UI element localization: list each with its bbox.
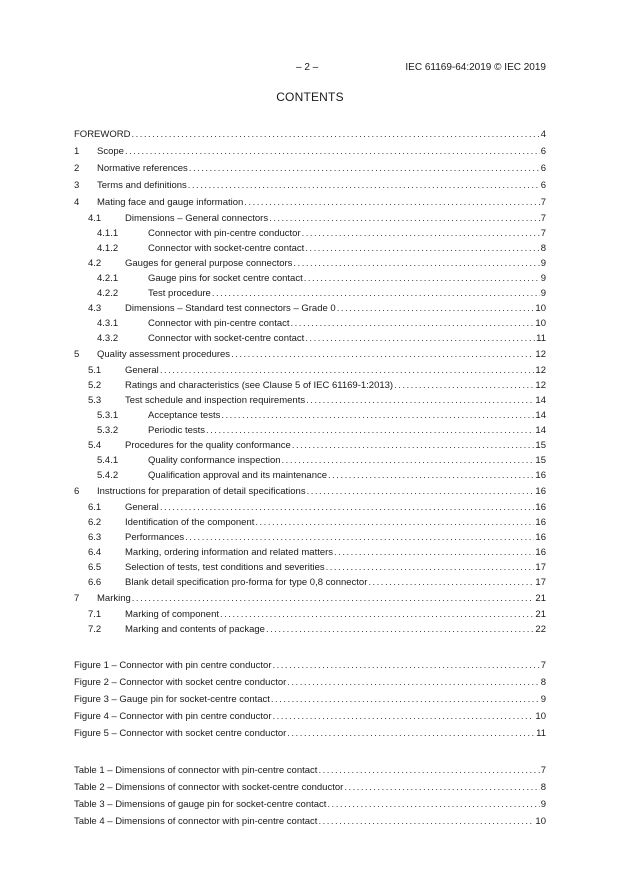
- entry-title: Dimensions – Standard test connectors – Grade 0: [125, 303, 336, 314]
- page-ref: 21: [535, 609, 546, 620]
- section-number: 7.2: [88, 624, 102, 635]
- page-ref: 14: [535, 425, 546, 436]
- dot-leader: [244, 194, 539, 211]
- dot-leader: [231, 346, 534, 363]
- toc-entry[interactable]: [74, 545, 546, 560]
- section-number: 1: [74, 146, 80, 157]
- toc-entry[interactable]: [74, 607, 546, 622]
- page-ref: 14: [535, 395, 546, 406]
- entry-title: Ratings and characteristics (see Clause 5 of IEC 61169-1:2013): [125, 380, 394, 391]
- entry-title: Table 4 – Dimensions of connector with pin-centre contact: [74, 816, 318, 827]
- dot-leader: [305, 331, 535, 346]
- entry-title: Test schedule and inspection requirements: [125, 395, 306, 406]
- toc-entry[interactable]: [74, 226, 546, 241]
- entry-title: Test procedure: [148, 288, 211, 299]
- entry-title: Figure 1 – Connector with pin centre conductor: [74, 660, 272, 671]
- toc-entry[interactable]: [74, 796, 546, 813]
- entry-title: Figure 2 – Connector with socket centre conductor: [74, 677, 287, 688]
- page-ref: 17: [535, 577, 546, 588]
- entry-title: Qualification approval and its maintenance: [148, 470, 328, 481]
- entry-title: Mating face and gauge information: [97, 197, 244, 208]
- toc-entry[interactable]: [74, 378, 546, 393]
- section-number: 6.5: [88, 562, 102, 573]
- dot-leader: [188, 177, 540, 194]
- standard-reference: IEC 61169-64:2019 © IEC 2019: [405, 62, 546, 73]
- toc-entry[interactable]: [74, 657, 546, 674]
- toc-entry[interactable]: [74, 211, 546, 226]
- page-ref: 16: [535, 517, 546, 528]
- entry-title: Connector with socket-centre contact: [148, 333, 305, 344]
- toc-entry[interactable]: [74, 530, 546, 545]
- section-number: 6: [74, 486, 80, 497]
- page-ref: 7: [540, 197, 546, 208]
- dot-leader: [304, 271, 540, 286]
- toc-entry[interactable]: [74, 331, 546, 346]
- entry-title: Table 1 – Dimensions of connector with pin-centre contact: [74, 765, 318, 776]
- entry-title: FOREWORD: [74, 129, 131, 140]
- entry-title: Marking of component: [125, 609, 219, 620]
- toc-entry[interactable]: [74, 143, 546, 160]
- entry-title: Selection of tests, test conditions and severities: [125, 562, 325, 573]
- entry-title: Acceptance tests: [148, 410, 221, 421]
- entry-title: Scope: [97, 146, 124, 157]
- toc-entry[interactable]: [74, 363, 546, 378]
- dot-leader: [125, 143, 540, 160]
- dot-leader: [306, 393, 534, 408]
- page-ref: 6: [540, 163, 546, 174]
- page-ref: 16: [535, 532, 546, 543]
- toc-entry[interactable]: [74, 453, 546, 468]
- entry-title: Figure 4 – Connector with pin centre conductor: [74, 711, 272, 722]
- dot-leader: [326, 560, 535, 575]
- page-ref: 10: [535, 711, 546, 722]
- toc-entry[interactable]: [74, 500, 546, 515]
- section-number: 4.3.1: [97, 318, 119, 329]
- section-number: 6.4: [88, 547, 102, 558]
- toc-entry[interactable]: [74, 691, 546, 708]
- dot-leader: [189, 160, 540, 177]
- page-title: CONTENTS: [276, 90, 344, 104]
- entry-title: Connector with pin-centre contact: [148, 318, 290, 329]
- toc-entry[interactable]: [74, 813, 546, 830]
- page-ref: 15: [535, 455, 546, 466]
- page-ref: 21: [535, 593, 546, 604]
- entry-title: Gauge pins for socket centre contact: [148, 273, 303, 284]
- section-number: 5.3: [88, 395, 102, 406]
- toc-entry[interactable]: [74, 708, 546, 725]
- section-number: 4.3.2: [97, 333, 119, 344]
- page-ref: 10: [535, 318, 546, 329]
- dot-leader: [132, 590, 535, 607]
- page-ref: 9: [540, 273, 546, 284]
- page-ref: 9: [540, 288, 546, 299]
- dot-leader: [305, 241, 539, 256]
- toc-entry[interactable]: [74, 160, 546, 177]
- entry-title: Dimensions – General connectors: [125, 213, 269, 224]
- dot-leader: [269, 211, 540, 226]
- dot-leader: [160, 363, 535, 378]
- section-number: 5.3.2: [97, 425, 119, 436]
- section-number: 7: [74, 593, 80, 604]
- page-ref: 16: [535, 502, 546, 513]
- dot-leader: [337, 301, 535, 316]
- toc-entry[interactable]: [74, 301, 546, 316]
- entry-title: Identification of the component: [125, 517, 255, 528]
- dot-leader: [293, 256, 539, 271]
- toc-entry[interactable]: [74, 622, 546, 637]
- toc-entry[interactable]: [74, 408, 546, 423]
- dot-leader: [185, 530, 534, 545]
- page-ref: 6: [540, 180, 546, 191]
- toc-entry[interactable]: [74, 346, 546, 363]
- page-ref: 8: [540, 782, 546, 793]
- page-ref: 16: [535, 486, 546, 497]
- dot-leader: [291, 316, 535, 331]
- page-ref: 12: [535, 380, 546, 391]
- page-ref: 11: [536, 333, 546, 344]
- dot-leader: [287, 725, 535, 742]
- entry-title: Procedures for the quality conformance: [125, 440, 291, 451]
- entry-title: Figure 3 – Gauge pin for socket-centre contact: [74, 694, 270, 705]
- toc-entry[interactable]: [74, 515, 546, 530]
- dot-leader: [212, 286, 540, 301]
- section-number: 4.1: [88, 213, 102, 224]
- entry-title: Quality conformance inspection: [148, 455, 281, 466]
- page-ref: 7: [540, 660, 546, 671]
- entry-title: Instructions for preparation of detail specifications: [97, 486, 306, 497]
- dot-leader: [307, 483, 535, 500]
- entry-title: Connector with pin-centre conductor: [148, 228, 301, 239]
- toc-entry[interactable]: [74, 286, 546, 301]
- entry-title: Table 3 – Dimensions of gauge pin for socket-centre contact: [74, 799, 327, 810]
- toc-entry[interactable]: [74, 423, 546, 438]
- toc-entry[interactable]: [74, 483, 546, 500]
- page-ref: 8: [540, 243, 546, 254]
- section-number: 4.3: [88, 303, 102, 314]
- list-of-figures: [74, 657, 546, 742]
- section-number: 5.4: [88, 440, 102, 451]
- toc-entry[interactable]: [74, 177, 546, 194]
- page-ref: 7: [540, 765, 546, 776]
- toc-entry[interactable]: [74, 590, 546, 607]
- dot-leader: [273, 657, 540, 674]
- entry-title: Marking, ordering information and related matters: [125, 547, 334, 558]
- section-number: 2: [74, 163, 80, 174]
- toc-entry[interactable]: [74, 316, 546, 331]
- dot-leader: [287, 674, 539, 691]
- entry-title: Marking and contents of package: [125, 624, 265, 635]
- section-number: 5.4.2: [97, 470, 119, 481]
- page-ref: 7: [540, 228, 546, 239]
- entry-title: General: [125, 365, 159, 376]
- entry-title: Marking: [97, 593, 131, 604]
- page-number: – 2 –: [296, 62, 319, 73]
- entry-title: Figure 5 – Connector with socket centre conductor: [74, 728, 287, 739]
- entry-title: Gauges for general purpose connectors: [125, 258, 293, 269]
- entry-title: Connector with socket-centre contact: [148, 243, 305, 254]
- section-number: 4.2: [88, 258, 102, 269]
- entry-title: Quality assessment procedures: [97, 349, 231, 360]
- entry-title: Terms and definitions: [97, 180, 187, 191]
- page-ref: 17: [535, 562, 546, 573]
- section-number: 4.1.2: [97, 243, 119, 254]
- dot-leader: [273, 708, 535, 725]
- page-ref: 16: [535, 470, 546, 481]
- page-ref: 8: [540, 677, 546, 688]
- dot-leader: [282, 453, 535, 468]
- page-ref: 14: [535, 410, 546, 421]
- dot-leader: [220, 607, 534, 622]
- section-number: 6.1: [88, 502, 102, 513]
- toc-entry[interactable]: [74, 575, 546, 590]
- toc-entry[interactable]: [74, 779, 546, 796]
- dot-leader: [318, 762, 539, 779]
- page-ref: 16: [535, 547, 546, 558]
- dot-leader: [221, 408, 534, 423]
- page-ref: 9: [540, 258, 546, 269]
- toc-entry[interactable]: [74, 762, 546, 779]
- toc-entry[interactable]: [74, 674, 546, 691]
- page-ref: 12: [535, 365, 546, 376]
- dot-leader: [302, 226, 540, 241]
- dot-leader: [327, 796, 539, 813]
- table-of-contents: [74, 126, 546, 637]
- section-number: 5: [74, 349, 80, 360]
- list-of-tables: [74, 762, 546, 830]
- toc-entry[interactable]: [74, 194, 546, 211]
- entry-title: Periodic tests: [148, 425, 206, 436]
- dot-leader: [344, 779, 539, 796]
- toc-entry[interactable]: [74, 241, 546, 256]
- dot-leader: [131, 126, 539, 143]
- section-number: 5.2: [88, 380, 102, 391]
- toc-entry[interactable]: [74, 560, 546, 575]
- entry-title: Blank detail specification pro-forma for type 0,8 connector: [125, 577, 368, 588]
- section-number: 4.2.2: [97, 288, 119, 299]
- entry-title: Performances: [125, 532, 185, 543]
- toc-entry[interactable]: [74, 468, 546, 483]
- dot-leader: [394, 378, 534, 393]
- dot-leader: [271, 691, 540, 708]
- dot-leader: [318, 813, 534, 830]
- dot-leader: [292, 438, 535, 453]
- toc-entry[interactable]: [74, 725, 546, 742]
- dot-leader: [266, 622, 534, 637]
- toc-entry[interactable]: [74, 271, 546, 286]
- page-ref: 9: [540, 799, 546, 810]
- section-number: 5.4.1: [97, 455, 119, 466]
- dot-leader: [368, 575, 534, 590]
- entry-title: Table 2 – Dimensions of connector with socket-centre conductor: [74, 782, 344, 793]
- page-ref: 7: [540, 213, 546, 224]
- entry-title: General: [125, 502, 159, 513]
- page-ref: 22: [535, 624, 546, 635]
- toc-entry[interactable]: [74, 438, 546, 453]
- section-number: 6.6: [88, 577, 102, 588]
- page-ref: 6: [540, 146, 546, 157]
- section-number: 6.3: [88, 532, 102, 543]
- dot-leader: [255, 515, 534, 530]
- page-ref: 12: [535, 349, 546, 360]
- dot-leader: [160, 500, 535, 515]
- dot-leader: [334, 545, 534, 560]
- toc-entry[interactable]: [74, 256, 546, 271]
- section-number: 7.1: [88, 609, 102, 620]
- page-ref: 10: [535, 303, 546, 314]
- section-number: 4.1.1: [97, 228, 119, 239]
- page-ref: 4: [540, 129, 546, 140]
- page-ref: 11: [536, 728, 546, 739]
- section-number: 4.2.1: [97, 273, 119, 284]
- dot-leader: [206, 423, 534, 438]
- page-ref: 15: [535, 440, 546, 451]
- section-number: 3: [74, 180, 80, 191]
- page-ref: 10: [535, 816, 546, 827]
- page-ref: 9: [540, 694, 546, 705]
- entry-title: Normative references: [97, 163, 188, 174]
- section-number: 6.2: [88, 517, 102, 528]
- dot-leader: [328, 468, 534, 483]
- section-number: 4: [74, 197, 80, 208]
- toc-entry[interactable]: [74, 126, 546, 143]
- toc-entry[interactable]: [74, 393, 546, 408]
- section-number: 5.3.1: [97, 410, 119, 421]
- section-number: 5.1: [88, 365, 102, 376]
